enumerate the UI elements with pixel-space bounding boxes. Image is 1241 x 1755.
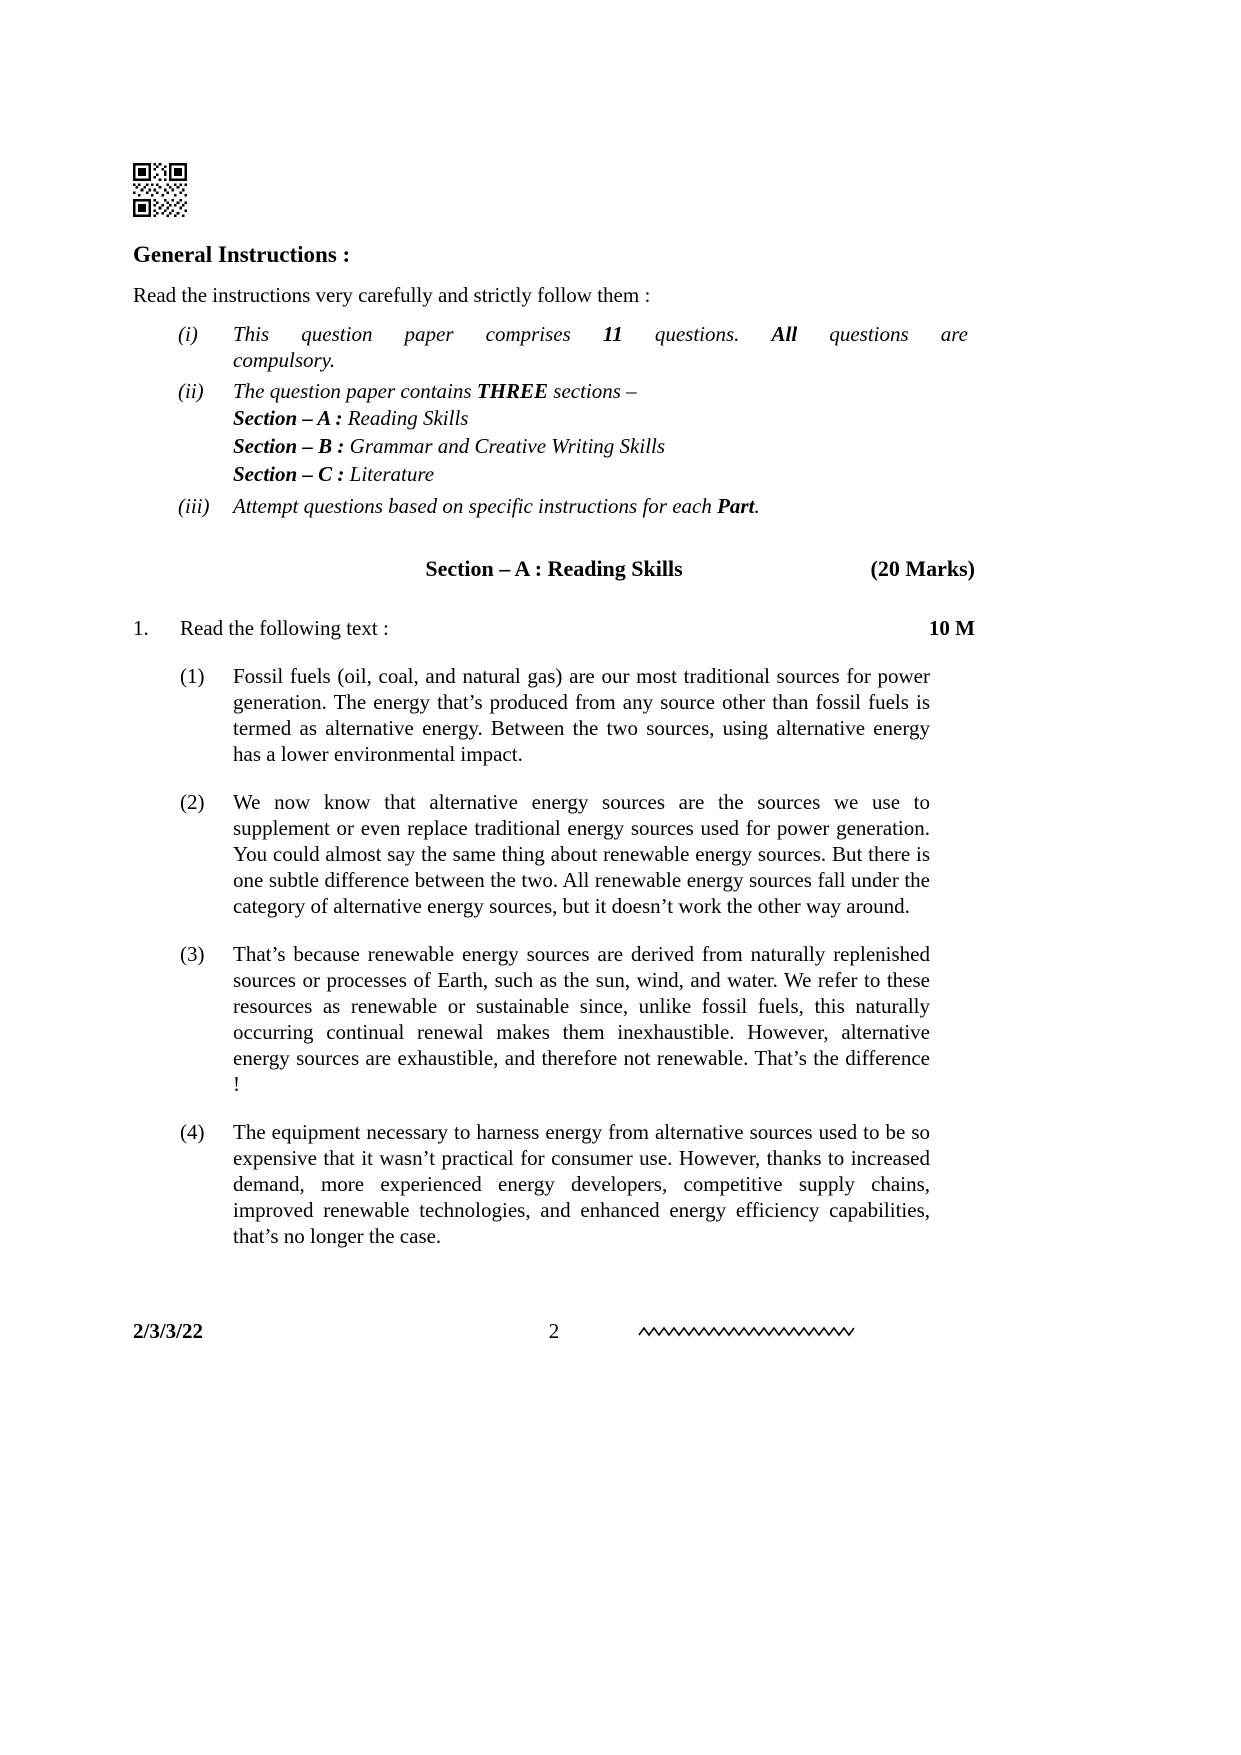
section-a-heading: Section – A : Reading Skills bbox=[425, 556, 683, 581]
passage-paragraph-1 bbox=[133, 663, 975, 767]
section-c-label: Section – C : bbox=[233, 462, 345, 486]
section-a-marks: (20 Marks) bbox=[870, 556, 975, 581]
paragraph-4-text: The equipment necessary to harness energy from alternative sources used to be so expensive that it wasn’t practical for consumer use. However, thanks to increased demand, more experienced energy developers, competitive supply chains, improved renewable technologies, and enhanced energy efficiency capabilities, that’s no longer the case. bbox=[233, 1120, 930, 1248]
text-segment: This question paper comprises bbox=[233, 322, 603, 346]
question-1-prompt: Read the following text : bbox=[180, 616, 389, 640]
paragraph-3-number: (3) bbox=[180, 942, 205, 966]
instruction-text-i bbox=[233, 321, 968, 373]
page-number: 2 bbox=[548, 1319, 560, 1343]
section-c-line bbox=[233, 460, 968, 488]
text-segment: sections – bbox=[548, 379, 637, 403]
instructions-intro: Read the instructions very carefully and strictly follow them : bbox=[133, 283, 651, 307]
paragraph-2-number: (2) bbox=[180, 790, 205, 814]
text-segment-bold: 11 bbox=[602, 322, 623, 346]
paragraph-1-number: (1) bbox=[180, 664, 205, 688]
question-1-marks: 10 M bbox=[928, 616, 975, 640]
paper-code: 2/3/3/22 bbox=[133, 1319, 204, 1343]
section-b-line bbox=[233, 432, 968, 460]
paragraph-2-text: We now know that alternative energy sources are the sources we use to supplement or even replace traditional energy sources used for power generation. You could almost say the same thing about renewable energy sources. But there is one subtle difference between the two. All renewable energy sources fall under the category of alternative energy sources, but it doesn’t work the other way around. bbox=[233, 790, 930, 918]
instruction-item-ii bbox=[133, 378, 975, 488]
text-segment: questions are bbox=[797, 322, 968, 346]
instruction-text-ii bbox=[233, 378, 968, 488]
section-a-line bbox=[233, 404, 968, 432]
instruction-number-i: (i) bbox=[178, 322, 198, 346]
instruction-number-iii: (iii) bbox=[178, 494, 210, 518]
text-segment-bold: Part bbox=[717, 494, 755, 518]
qr-code bbox=[133, 163, 187, 217]
section-c-value: Literature bbox=[349, 462, 435, 486]
text-segment: Attempt questions based on specific instructions for each bbox=[233, 494, 718, 518]
instruction-ii-line bbox=[233, 378, 968, 404]
general-instructions-title: General Instructions : bbox=[133, 242, 351, 267]
section-b-value: Grammar and Creative Writing Skills bbox=[349, 434, 666, 458]
text-segment-bold: THREE bbox=[476, 379, 549, 403]
passage-paragraph-4 bbox=[133, 1119, 975, 1249]
text-segment: . bbox=[754, 494, 760, 518]
passage-paragraph-2 bbox=[133, 789, 975, 919]
zigzag-line bbox=[638, 1324, 860, 1338]
qr-code-graphic bbox=[133, 163, 187, 217]
instruction-item-i bbox=[133, 321, 975, 373]
passage-paragraph-3 bbox=[133, 941, 975, 1097]
text-segment-bold: All bbox=[771, 322, 798, 346]
paragraph-3-text: That’s because renewable energy sources are derived from naturally replenished sources or processes of Earth, such as the sun, wind, and water. We refer to these resources as renewable or sustainable since, unlike fossil fuels, this naturally occurring continual renewal makes them inexhaustible. However, alternative energy sources are exhaustible, and therefore not renewable. That’s the difference ! bbox=[233, 942, 930, 1096]
page-footer bbox=[133, 1318, 975, 1346]
instruction-number-ii: (ii) bbox=[178, 379, 204, 403]
paragraph-1-text: Fossil fuels (oil, coal, and natural gas) are our most traditional sources for power generation. The energy that’s produced from any source other than fossil fuels is termed as alternative energy. Between the two sources, using alternative energy has a lower environmental impact. bbox=[233, 664, 930, 766]
question-1-number: 1. bbox=[133, 616, 149, 640]
text-segment: compulsory. bbox=[233, 348, 336, 372]
instruction-item-iii bbox=[133, 493, 975, 519]
section-a-value: Reading Skills bbox=[347, 406, 469, 430]
section-b-label: Section – B : bbox=[233, 434, 345, 458]
text-segment: questions. bbox=[622, 322, 772, 346]
instruction-text-iii bbox=[233, 493, 968, 519]
question-1-row bbox=[133, 615, 975, 641]
text-segment: The question paper contains bbox=[233, 379, 477, 403]
section-a-heading-row bbox=[133, 555, 975, 583]
section-a-label: Section – A : bbox=[233, 406, 343, 430]
paragraph-4-number: (4) bbox=[180, 1120, 205, 1144]
